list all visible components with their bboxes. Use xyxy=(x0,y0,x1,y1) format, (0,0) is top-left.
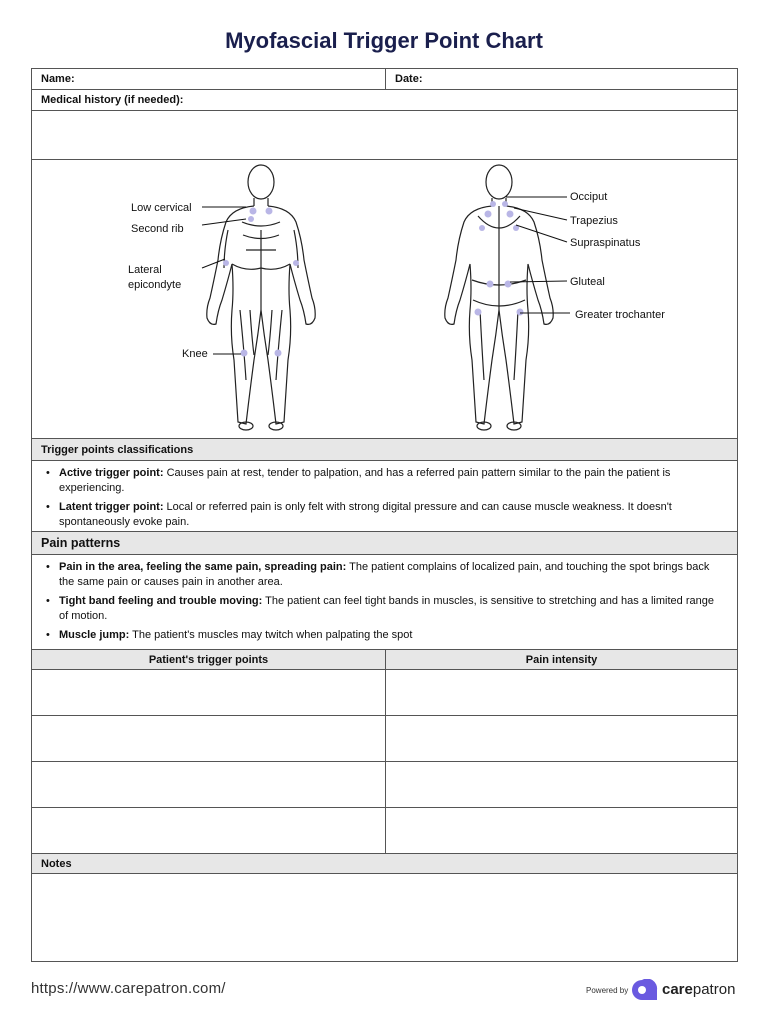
description: Causes pain at rest, tender to palpation, and has a referred pain pattern similar to the pain the patient is experiencing. xyxy=(59,467,671,494)
label-trapezius: Trapezius xyxy=(570,215,618,227)
term: Muscle jump: xyxy=(59,629,130,641)
pain-intensity-cell[interactable] xyxy=(386,762,737,807)
back-figure xyxy=(445,165,553,430)
pain-patterns-section xyxy=(32,555,737,650)
trigger-point-cell[interactable] xyxy=(32,808,385,853)
body-diagram xyxy=(32,160,737,438)
pain-intensity-cell[interactable] xyxy=(386,670,737,715)
form-frame xyxy=(31,68,738,962)
column-header-trigger-points: Patient's trigger points xyxy=(148,654,269,666)
label-lateral: Lateral xyxy=(128,264,162,276)
description: The patient can feel tight bands in muscles, is sensitive to stretching and has a limited range of motion. xyxy=(59,595,714,622)
label-occiput: Occiput xyxy=(570,191,608,203)
list-item xyxy=(44,560,724,590)
description: The patient complains of localized pain, and touching the spot brings back the same pain or causes pain in another area. xyxy=(59,561,710,588)
body-figure-area xyxy=(32,160,737,439)
carepatron-logo-icon xyxy=(631,979,659,1001)
description: Local or referred pain is only felt with strong digital pressure and can cause muscle weakness. It doesn't spontaneously evoke pain. xyxy=(59,501,672,528)
term: Pain in the area, feeling the same pain, spreading pain: xyxy=(59,561,347,573)
classifications-heading: Trigger points classifications xyxy=(41,444,194,456)
brand-name-bold: care xyxy=(662,981,693,998)
list-item xyxy=(44,466,724,496)
pain-patterns-heading-row xyxy=(32,532,737,555)
divider xyxy=(385,69,386,89)
trigger-point xyxy=(485,211,492,218)
label-greater-trochanter: Greater trochanter xyxy=(575,309,665,321)
label-epicondyle: epicondyte xyxy=(128,279,182,291)
notes-field[interactable] xyxy=(32,874,737,961)
column-header-pain-intensity: Pain intensity xyxy=(525,654,598,666)
trigger-point-cell[interactable] xyxy=(32,762,385,807)
label-supraspinatus: Supraspinatus xyxy=(570,237,641,249)
trigger-point-cell[interactable] xyxy=(32,670,385,715)
name-date-row xyxy=(32,69,737,90)
pain-patterns-heading: Pain patterns xyxy=(41,536,121,550)
trigger-point xyxy=(507,211,514,218)
label-gluteal: Gluteal xyxy=(570,276,605,288)
trigger-point xyxy=(293,260,299,266)
label-knee: Knee xyxy=(182,348,208,360)
pain-intensity-cell[interactable] xyxy=(386,808,737,853)
page-title: Myofascial Trigger Point Chart xyxy=(225,28,543,53)
notes-label: Notes xyxy=(41,858,72,870)
notes-heading-row xyxy=(32,854,737,874)
pain-intensity-cell[interactable] xyxy=(386,716,737,761)
list-item xyxy=(44,500,724,530)
table-column-divider xyxy=(385,650,386,854)
list-item xyxy=(44,594,724,624)
trigger-point-cell[interactable] xyxy=(32,716,385,761)
trigger-point xyxy=(248,216,254,222)
trigger-point xyxy=(517,309,524,316)
brand-name-rest: patron xyxy=(692,981,736,998)
classifications-list xyxy=(44,466,724,534)
front-figure xyxy=(207,165,315,430)
list-item xyxy=(44,628,724,643)
medical-history-row xyxy=(32,90,737,111)
trigger-point xyxy=(223,260,229,266)
trigger-point xyxy=(487,281,494,288)
pain-patterns-list xyxy=(44,560,724,647)
date-label: Date: xyxy=(395,73,423,85)
term: Tight band feeling and trouble moving: xyxy=(59,595,263,607)
trigger-point xyxy=(502,201,508,207)
medical-history-field[interactable] xyxy=(32,111,737,160)
trigger-point xyxy=(475,309,482,316)
name-label: Name: xyxy=(41,73,75,85)
trigger-point xyxy=(266,208,273,215)
label-low-cervical: Low cervical xyxy=(131,202,192,214)
trigger-point xyxy=(275,350,282,357)
footer-url-link[interactable]: https://www.carepatron.com/ xyxy=(31,980,226,997)
medical-history-label: Medical history (if needed): xyxy=(41,94,184,106)
powered-by-text: Powered by xyxy=(586,986,629,995)
term: Latent trigger point: xyxy=(59,501,164,513)
classifications-heading-row xyxy=(32,439,737,461)
description: The patient's muscles may twitch when palpating the spot xyxy=(129,629,413,641)
trigger-point xyxy=(250,208,257,215)
term: Active trigger point: xyxy=(59,467,164,479)
classifications-section xyxy=(32,461,737,532)
trigger-point xyxy=(490,201,496,207)
label-second-rib: Second rib xyxy=(131,223,184,235)
brand-name xyxy=(662,981,735,998)
trigger-point xyxy=(479,225,485,231)
trigger-point xyxy=(241,350,248,357)
